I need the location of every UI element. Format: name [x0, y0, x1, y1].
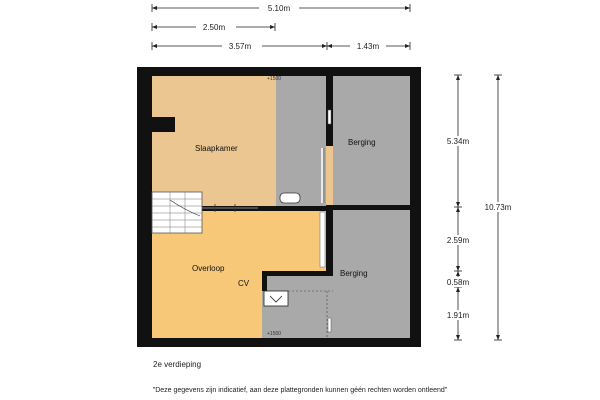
door-opening-top: [326, 146, 333, 205]
overloop-height-label: 2.59m: [446, 236, 470, 245]
window-top: [328, 110, 331, 124]
bottom-height-label: 1.91m: [446, 311, 470, 320]
cv-height-label: 0.58m: [446, 278, 470, 287]
room-label-cv: CV: [238, 279, 250, 288]
height-marker-top: +1500: [267, 76, 282, 82]
door-berging-bottom: [320, 212, 325, 267]
room-label-slaapkamer: Slaapkamer: [195, 144, 238, 153]
total-height-label: 10.73m: [484, 203, 512, 212]
overloop-low-area: [262, 276, 333, 338]
cv-unit-icon: [264, 291, 288, 306]
room-label-overloop: Overloop: [192, 264, 225, 273]
room-label-berging-bottom: Berging: [340, 269, 368, 278]
floor-name: 2e verdieping: [153, 360, 202, 369]
left-width-label: 3.57m: [228, 42, 252, 51]
slaapkamer-area: [152, 76, 276, 206]
top-width-label: 2.50m: [202, 23, 226, 32]
total-width-label: 5.10m: [267, 4, 291, 13]
sleep-height-label: 5.34m: [446, 137, 470, 146]
window-bottom: [328, 318, 331, 332]
washbasin-icon: [280, 193, 300, 203]
height-marker-bottom: +1500: [267, 331, 282, 337]
room-label-berging-top: Berging: [348, 138, 376, 147]
right-width-label: 1.43m: [356, 42, 380, 51]
slaapkamer-low-area: [276, 76, 326, 206]
disclaimer: "Deze gegevens zijn indicatief, aan deze plattegronden kunnen géén rechten worden ontleend": [152, 387, 448, 394]
staircase: [152, 192, 202, 233]
